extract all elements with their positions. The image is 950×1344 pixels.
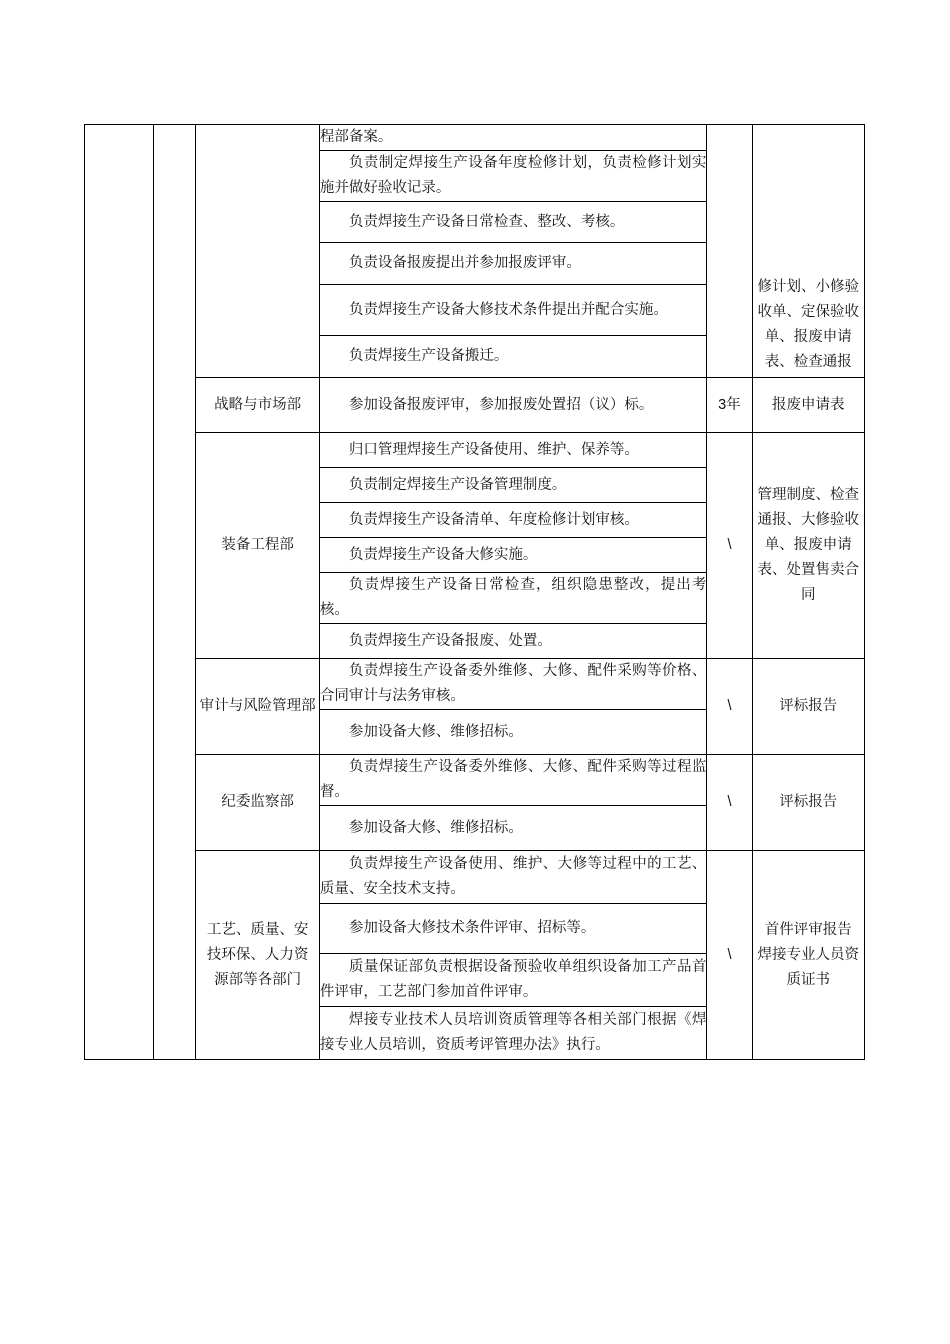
duty-cell <box>319 573 706 624</box>
records-line: 首件评审报告 <box>764 921 852 938</box>
records-cell: 评标报告 <box>752 755 864 851</box>
duty-cell <box>319 125 706 151</box>
duty-cell <box>319 151 706 202</box>
duty-cell <box>319 755 706 806</box>
department-cell: 工艺、质量、安技环保、人力资源部等各部门 <box>196 851 319 1060</box>
department-cell-continued <box>196 125 319 378</box>
duty-text: 负责焊接生产设备委外维修、大修、配件采购等过程监督。 <box>319 759 707 800</box>
empty-col-2 <box>154 125 196 1060</box>
duty-text: 程部备案。 <box>319 129 393 145</box>
table-row <box>85 851 865 904</box>
duty-text: 负责焊接生产设备搬迁。 <box>348 348 509 364</box>
duty-cell <box>319 954 706 1007</box>
duty-text: 负责焊接生产设备报废、处置。 <box>348 632 552 649</box>
duty-text: 焊接专业技术人员培训资质管理等各相关部门根据《焊接专业人员培训，资质考评管理办法》执行。 <box>319 1012 707 1053</box>
records-cell: 管理制度、检查通报、大修验收单、报废申请表、处置售卖合同 <box>752 433 864 659</box>
duty-text: 负责焊接生产设备日常检查、整改、考核。 <box>348 213 625 230</box>
duty-cell <box>319 243 706 285</box>
duty-cell <box>319 904 706 954</box>
duty-text: 质量保证部负责根据设备预验收单组织设备加工产品首件评审，工艺部门参加首件评审。 <box>319 959 707 1000</box>
duty-text: 负责焊接生产设备大修实施。 <box>348 546 538 563</box>
duty-text: 负责焊接生产设备使用、维护、大修等过程中的工艺、质量、安全技术支持。 <box>319 856 707 897</box>
table-row <box>85 755 865 806</box>
table-row <box>85 378 865 433</box>
duty-text: 参加设备大修、维修招标。 <box>348 819 523 836</box>
duty-text: 参加设备大修技术条件评审、招标等。 <box>348 920 596 936</box>
duty-text: 负责制定焊接生产设备年度检修计划，负责检修计划实施并做好验收记录。 <box>319 155 707 196</box>
records-cell: 评标报告 <box>752 659 864 755</box>
duty-cell <box>319 285 706 336</box>
duty-text: 负责焊接生产设备大修技术条件提出并配合实施。 <box>348 301 668 318</box>
duty-text: 负责焊接生产设备清单、年度检修计划审核。 <box>348 511 639 528</box>
table-row <box>85 433 865 468</box>
duty-cell <box>319 378 706 433</box>
duty-text: 负责焊接生产设备委外维修、大修、配件采购等价格、合同审计与法务审核。 <box>319 663 707 704</box>
table-row <box>85 125 865 151</box>
department-cell: 战略与市场部 <box>196 378 319 433</box>
department-cell: 装备工程部 <box>196 433 319 659</box>
duty-text: 负责制定焊接生产设备管理制度。 <box>348 476 567 493</box>
duty-text: 参加设备报废评审，参加报废处置招（议）标。 <box>348 396 654 413</box>
records-cell: 修计划、小修验收单、定保验收单、报废申请表、检查通报 <box>752 125 864 378</box>
duty-cell <box>319 503 706 538</box>
retention-cell: \ <box>707 433 752 659</box>
duty-text: 参加设备大修、维修招标。 <box>348 723 523 740</box>
duty-cell <box>319 659 706 710</box>
department-cell: 审计与风险管理部 <box>196 659 319 755</box>
records-line: 焊接专业人员资质证书 <box>757 946 860 988</box>
retention-cell: \ <box>707 851 752 1060</box>
duty-cell <box>319 1007 706 1060</box>
duty-cell <box>319 538 706 573</box>
duty-cell <box>319 433 706 468</box>
retention-cell: 3年 <box>707 378 752 433</box>
duty-cell <box>319 806 706 851</box>
responsibility-table <box>84 124 865 1060</box>
duty-cell <box>319 851 706 904</box>
retention-cell <box>707 125 752 378</box>
empty-col-1 <box>85 125 154 1060</box>
duty-cell <box>319 336 706 378</box>
department-cell: 纪委监察部 <box>196 755 319 851</box>
duty-text: 负责焊接生产设备日常检查，组织隐患整改，提出考核。 <box>319 577 707 618</box>
records-cell: 报废申请表 <box>752 378 864 433</box>
duty-cell <box>319 202 706 243</box>
duty-cell <box>319 624 706 659</box>
retention-cell: \ <box>707 755 752 851</box>
duty-cell <box>319 468 706 503</box>
duty-text: 归口管理焊接生产设备使用、维护、保养等。 <box>348 441 639 458</box>
records-cell <box>752 851 864 1060</box>
retention-cell: \ <box>707 659 752 755</box>
duty-text: 负责设备报废提出并参加报废评审。 <box>348 255 581 271</box>
table-row <box>85 659 865 710</box>
duty-cell <box>319 710 706 755</box>
